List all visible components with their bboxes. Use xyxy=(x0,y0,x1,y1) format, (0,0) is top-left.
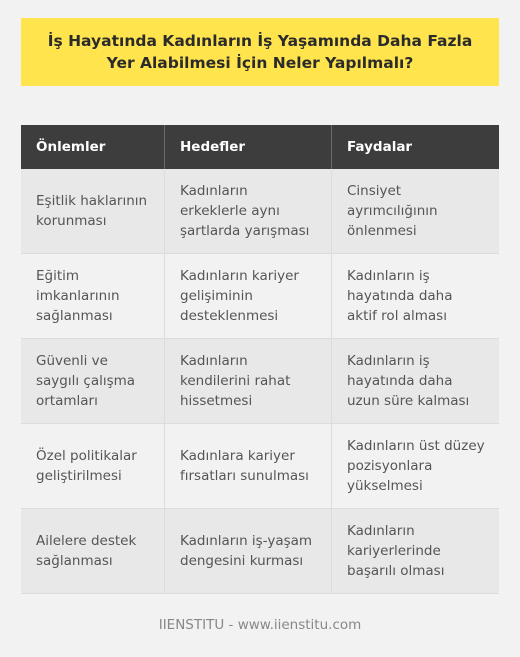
header-cell-onlemler: Önlemler xyxy=(21,125,165,169)
table-cell: Kadınların kariyer gelişiminin desteklenmesi xyxy=(165,254,332,338)
table-row xyxy=(21,509,499,594)
table-cell: Kadınların kariyerlerinde başarılı olması xyxy=(347,523,445,579)
table-cell: Kadınların iş hayatında daha aktif rol alması xyxy=(347,268,453,324)
comparison-table xyxy=(21,125,499,594)
table-cell: Özel politikalar geliştirilmesi xyxy=(21,424,165,508)
header-cell-hedefler: Hedefler xyxy=(165,125,332,169)
page-title: İş Hayatında Kadınların İş Yaşamında Daha Fazla Yer Alabilmesi İçin Neler Yapılmalı? xyxy=(47,32,473,72)
table-row xyxy=(21,339,499,424)
table-cell: Eğitim imkanlarının sağlanması xyxy=(21,254,165,338)
footer-credit: IIENSTITU - www.iienstitu.com xyxy=(158,617,362,633)
table-cell: Ailelere destek sağlanması xyxy=(21,509,165,593)
table-cell: Kadınların iş hayatında daha uzun süre kalması xyxy=(347,353,470,409)
table-cell: Kadınların iş-yaşam dengesini kurması xyxy=(165,509,332,593)
table-cell: Kadınların üst düzey pozisyonlara yükselmesi xyxy=(347,438,485,494)
table-cell: Kadınların erkeklerle aynı şartlarda yarışması xyxy=(165,169,332,253)
table-cell: Güvenli ve saygılı çalışma ortamları xyxy=(21,339,165,423)
title-banner xyxy=(21,18,499,86)
table-cell: Kadınların kendilerini rahat hissetmesi xyxy=(165,339,332,423)
header-cell-faydalar: Faydalar xyxy=(347,139,413,155)
table-cell: Kadınlara kariyer fırsatları sunulması xyxy=(165,424,332,508)
table-header-row xyxy=(21,125,499,169)
table-row xyxy=(21,424,499,509)
table-cell: Cinsiyet ayrımcılığının önlenmesi xyxy=(347,183,438,239)
table-cell: Eşitlik haklarının korunması xyxy=(21,169,165,253)
table-row xyxy=(21,254,499,339)
table-row xyxy=(21,169,499,254)
